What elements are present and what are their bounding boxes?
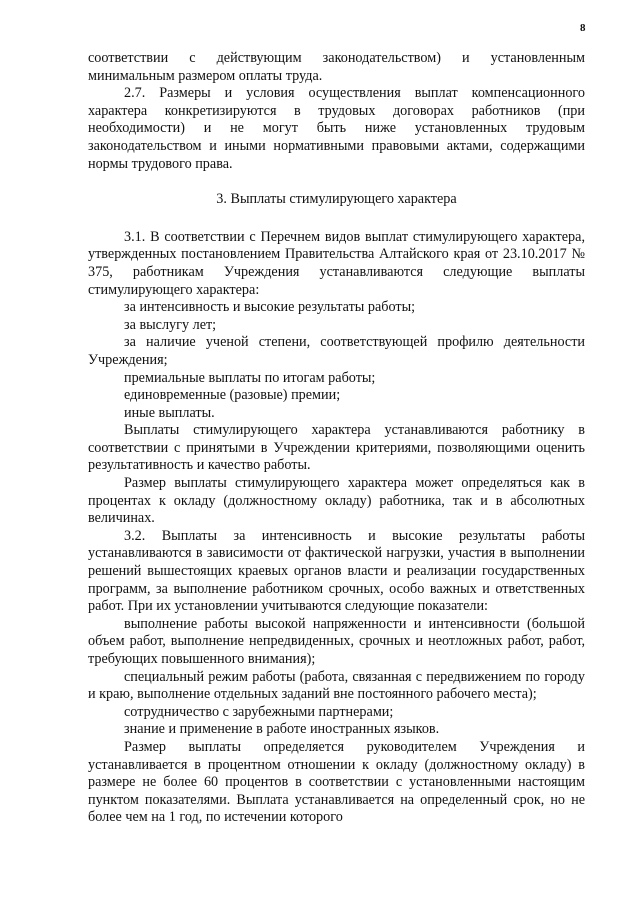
paragraph: за выслугу лет; (124, 316, 217, 333)
paragraph: Размер выплаты стимулирующего характера может определяться как в процентах к окладу (должностному окладу) работника, так и в абсолютных величинах. (88, 475, 585, 527)
paragraph: выполнение работы высокой напряженности и интенсивности (большой объем работ, выполнение непредвиденных, срочных и неотложных работ, работ, требующих повышенного внимания); (88, 615, 585, 667)
document-body (88, 50, 585, 827)
paragraph: иные выплаты. (124, 404, 215, 421)
paragraph: за интенсивность и высокие результаты работы; (124, 299, 416, 316)
page-number: 8 (580, 22, 586, 34)
paragraph: Выплаты стимулирующего характера устанавливаются работнику в соответствии с принятыми в Учреждении критериями, позволяющими оценить результативность и качество работы. (88, 422, 585, 474)
paragraph: 2.7. Размеры и условия осуществления выплат компенсационного характера конкретизируются в трудовых договорах работников (при необходимости) и не могут быть ниже установленных трудовым законодательством и иными нормативными правовыми актами, содержащими нормы трудового права. (88, 85, 585, 172)
paragraph: за наличие ученой степени, соответствующей профилю деятельности Учреждения; (88, 334, 585, 368)
section-heading: 3. Выплаты стимулирующего характера (216, 191, 457, 208)
paragraph: соответствии с действующим законодательством) и установленным минимальным размером оплаты труда. (88, 50, 585, 84)
paragraph: сотрудничество с зарубежными партнерами; (124, 703, 394, 720)
paragraph: знание и применение в работе иностранных языков. (124, 721, 440, 738)
paragraph: 3.1. В соответствии с Перечнем видов выплат стимулирующего характера, утвержденных постановлением Правительства Алтайского края от 23.10.2017 № 375, работникам Учреждения устанавливаются следующие выплаты стимулирующего характера: (88, 228, 585, 298)
paragraph: 3.2. Выплаты за интенсивность и высокие результаты работы устанавливаются в зависимости от фактической нагрузки, участия в выполнении решений вышестоящих краевых органов власти и реализации государственных программ, за выполнение работником срочных, особо важных и ответственных работ. При их установлении учитываются следующие показатели: (88, 527, 585, 615)
paragraph: специальный режим работы (работа, связанная с передвижением по городу и краю, выполнение отдельных заданий вне постоянного рабочего места); (88, 668, 585, 703)
paragraph: премиальные выплаты по итогам работы; (124, 369, 376, 386)
paragraph: единовременные (разовые) премии; (124, 387, 341, 404)
paragraph: Размер выплаты определяется руководителем Учреждения и устанавливается в процентном отношении к окладу (должностному окладу) в размере не более 60 процентов в соответствии с установленными настоящим пунктом показателями. Выплата устанавливается на определенный срок, но не более чем на 1 год, по истечении которого (88, 738, 585, 826)
